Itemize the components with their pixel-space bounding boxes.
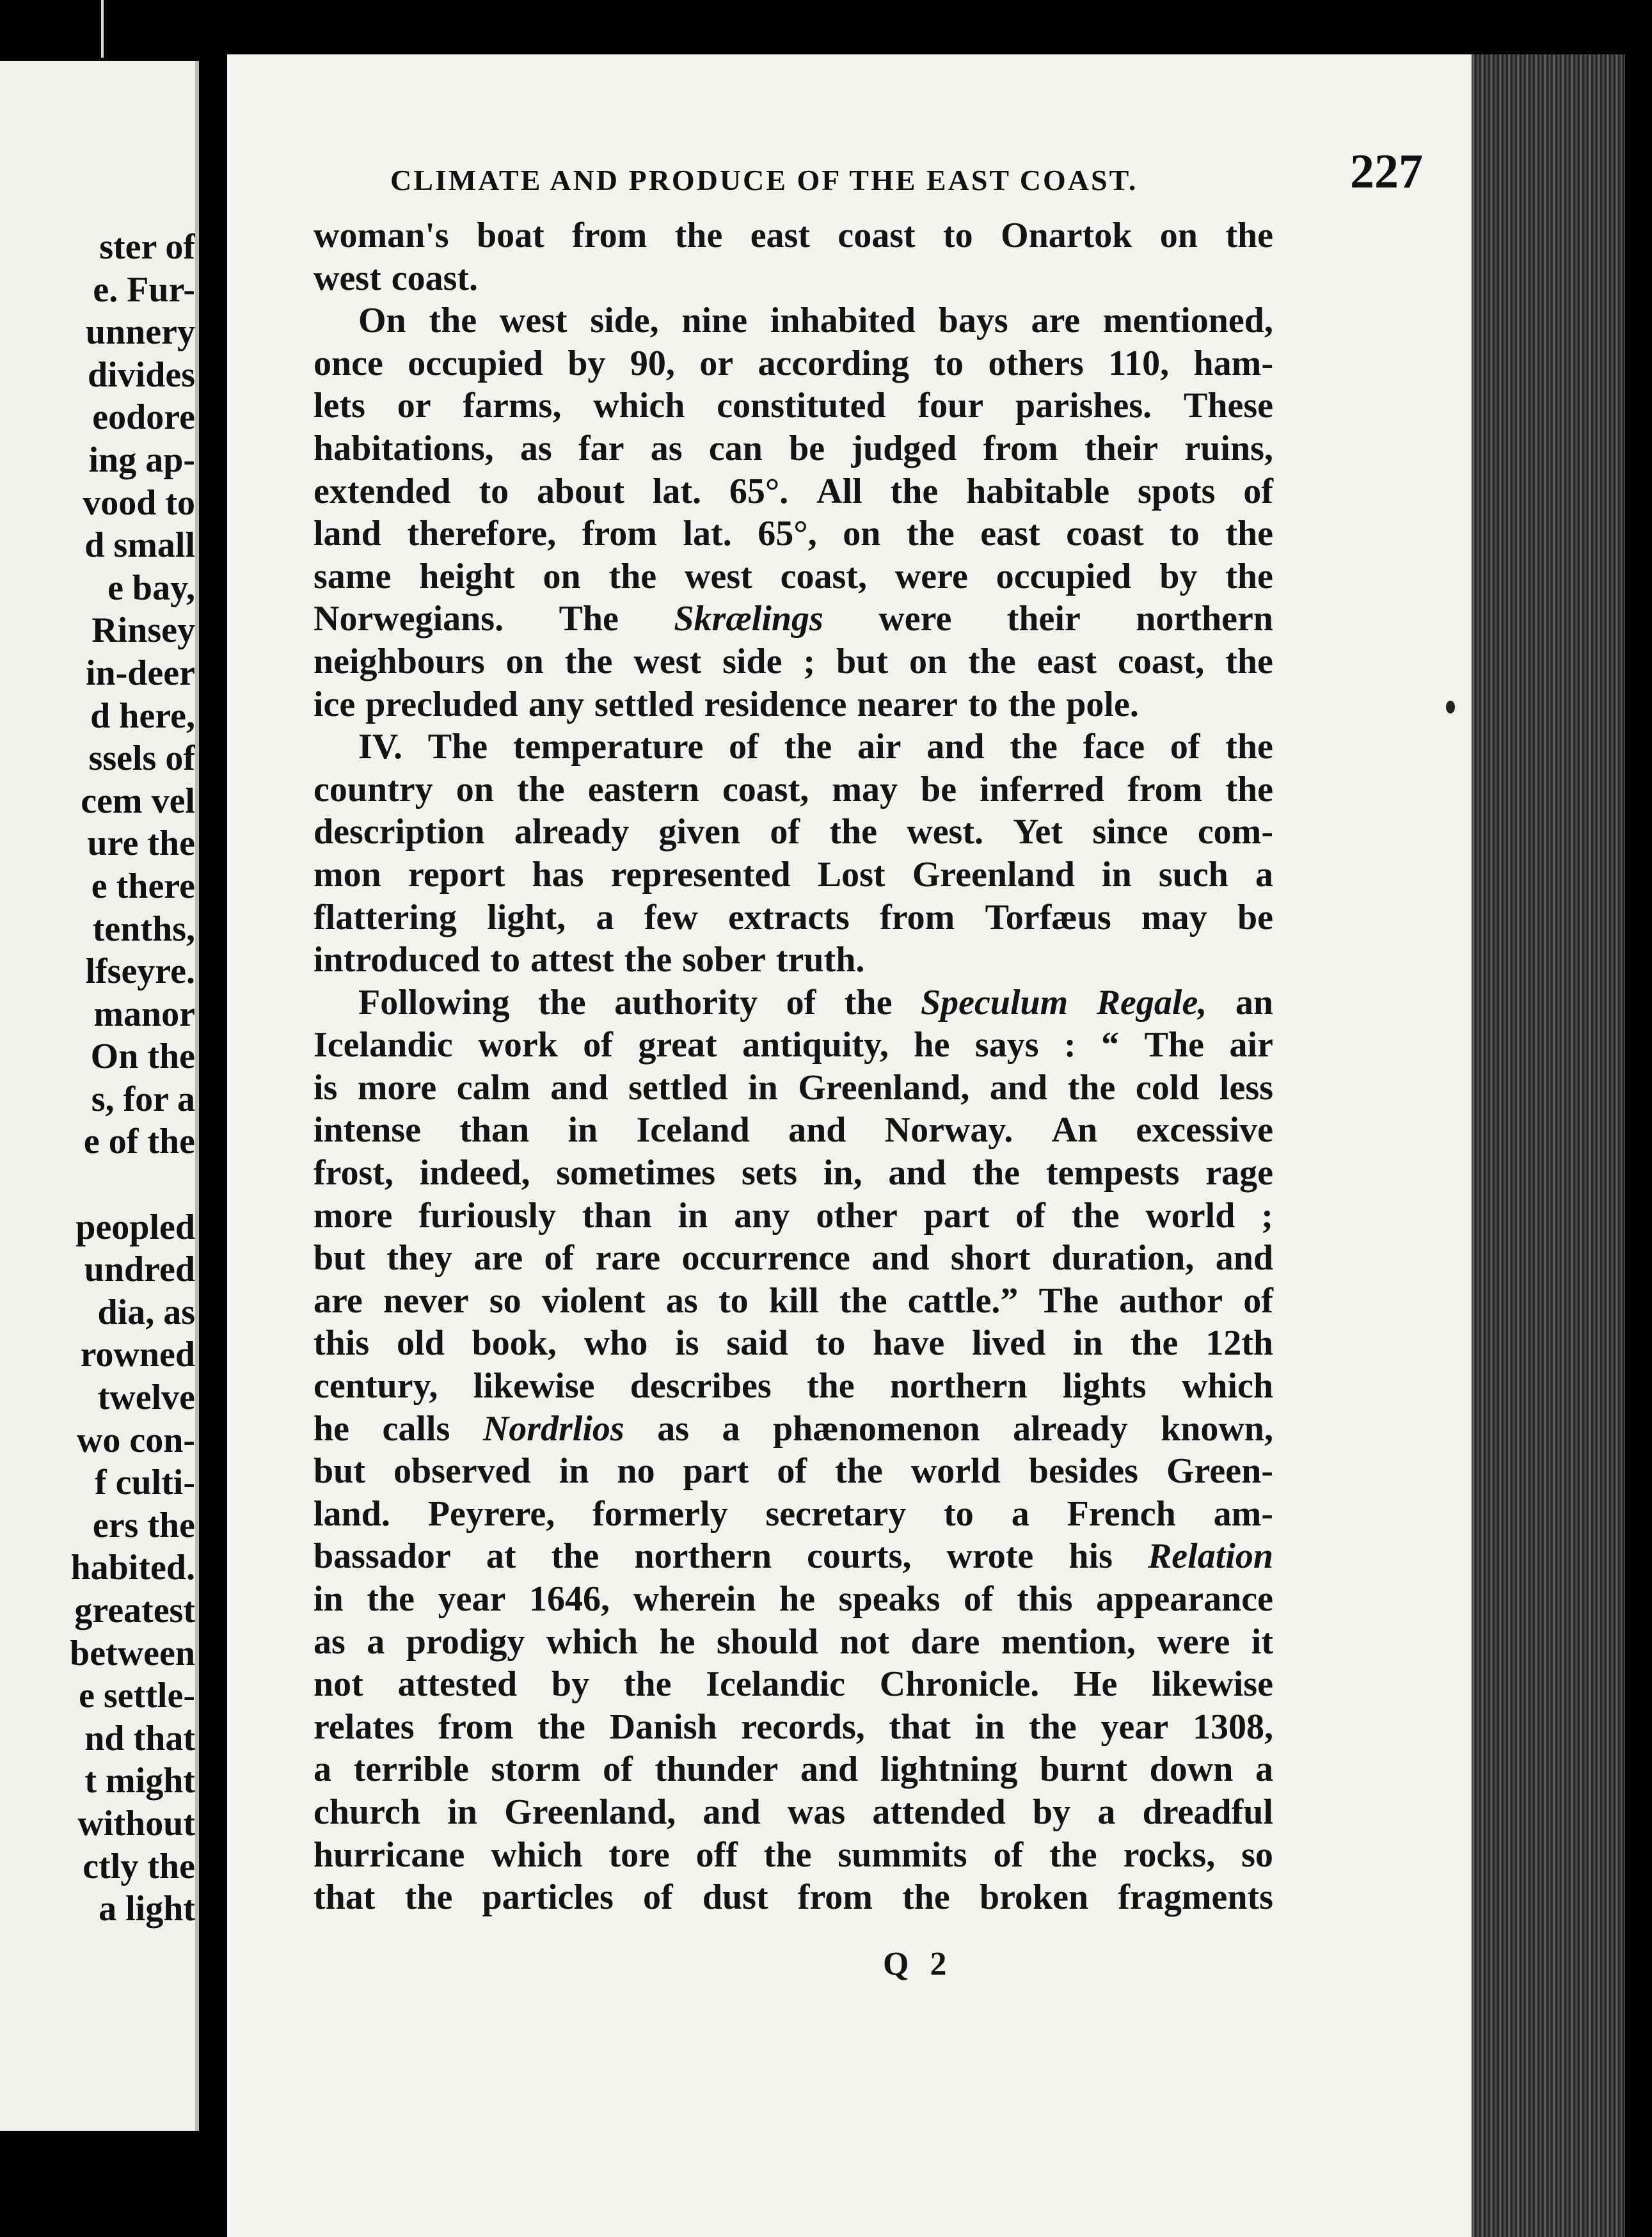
facing-line: lfseyre. — [85, 951, 195, 992]
text-line: in the year 1646, wherein he speaks of this appearance — [314, 1579, 1273, 1619]
text-line: hurricane which tore off the summits of the rocks, so — [314, 1835, 1273, 1875]
text-line: lets or farms, which constituted four parishes. These — [314, 386, 1273, 426]
facing-line: in-deer — [85, 653, 195, 693]
facing-line: On the — [90, 1037, 195, 1077]
facing-line: a light — [99, 1889, 195, 1929]
text-line: relates from the Danish records, that in the year 1308, — [314, 1707, 1273, 1747]
text-line: On the west side, nine inhabited bays are mentioned, — [358, 301, 1273, 341]
text-line: not attested by the Icelandic Chronicle. He likewise — [314, 1664, 1273, 1705]
page-edges — [1472, 54, 1652, 2237]
facing-line: d here, — [90, 696, 195, 736]
text-line: are never so violent as to kill the cattle.” The author of — [314, 1280, 1273, 1321]
text-line: neighbours on the west side ; but on the east coast, the — [314, 641, 1273, 681]
facing-line: eodore — [92, 397, 195, 438]
facing-line: without — [77, 1803, 195, 1843]
text-line: habitations, as far as can be judged from their ruins, — [314, 428, 1273, 468]
text-line: this old book, who is said to have lived in the 12th — [314, 1323, 1273, 1364]
text-line: but they are of rare occurrence and short duration, and — [314, 1238, 1273, 1278]
facing-line: manor — [93, 994, 195, 1034]
text-line: as a prodigy which he should not dare mention, were it — [314, 1621, 1273, 1662]
facing-line: cem vel — [81, 781, 195, 821]
gutter-mark — [101, 0, 104, 58]
text-line: is more calm and settled in Greenland, and the cold less — [314, 1067, 1273, 1108]
facing-line: Rinsey — [91, 610, 195, 651]
text-line: church in Greenland, and was attended by a dreadful — [314, 1792, 1273, 1832]
facing-line: s, for a — [91, 1079, 195, 1119]
text-line: land therefore, from lat. 65°, on the east coast to the — [314, 514, 1273, 554]
facing-line: tenths, — [92, 909, 195, 949]
facing-line: greatest — [74, 1591, 195, 1630]
facing-line: undred — [84, 1250, 195, 1290]
text-line: once occupied by 90, or according to others 110, ham- — [314, 343, 1273, 383]
text-line: introduced to attest the sober truth. — [314, 940, 865, 980]
ink-speck — [1446, 701, 1455, 713]
text-line: ice precluded any settled residence nearer to the pole. — [314, 684, 1139, 724]
signature-mark: Q 2 — [883, 1946, 953, 1982]
text-line: woman's boat from the east coast to Onartok on the — [314, 216, 1273, 255]
facing-line: vood to — [83, 482, 195, 523]
facing-line: e there — [91, 866, 195, 906]
facing-line: wo con- — [76, 1420, 195, 1460]
facing-line: habited. — [70, 1548, 195, 1588]
text-line: intense than in Iceland and Norway. An excessive — [314, 1110, 1273, 1150]
facing-page-text — [0, 226, 195, 1931]
text-line: mon report has represented Lost Greenland in such a — [314, 854, 1273, 895]
facing-line: twelve — [97, 1378, 195, 1418]
text-line: Following the authority of the Speculum Regale, an — [358, 982, 1273, 1023]
text-line: land. Peyrere, formerly secretary to a French am- — [314, 1493, 1273, 1534]
facing-line: between — [70, 1633, 195, 1673]
facing-line: f culti- — [94, 1463, 195, 1503]
facing-line: e bay, — [107, 568, 195, 608]
text-line: more furiously than in any other part of the world ; — [314, 1195, 1273, 1236]
facing-line: e of the — [83, 1122, 195, 1162]
facing-line: rowned — [80, 1335, 195, 1375]
facing-line: ctly the — [83, 1846, 195, 1886]
facing-line: peopled — [75, 1207, 195, 1247]
facing-line — [0, 1163, 195, 1206]
facing-line: ure the — [87, 824, 195, 864]
page-number: 227 — [1350, 145, 1423, 198]
facing-line: ers the — [92, 1505, 195, 1545]
facing-line: t might — [84, 1761, 195, 1801]
facing-line: d small — [84, 525, 195, 566]
facing-line: ster of — [99, 227, 195, 267]
text-line: Icelandic work of great antiquity, he says : “ The air — [314, 1025, 1273, 1065]
facing-line: divides — [87, 354, 195, 395]
running-head — [390, 144, 1478, 214]
text-line: same height on the west coast, were occupied by the — [314, 556, 1273, 596]
facing-line: e settle- — [79, 1676, 195, 1716]
text-line: flattering light, a few extracts from Torfæus may be — [314, 897, 1273, 937]
text-line: west coast. — [314, 258, 479, 298]
text-line: description already given of the west. Yet since com- — [314, 812, 1273, 852]
text-line: country on the eastern coast, may be inferred from the — [314, 769, 1273, 809]
facing-line: e. Fur- — [93, 269, 195, 310]
text-line: bassador at the northern courts, wrote his Relation — [314, 1536, 1273, 1577]
text-line: that the particles of dust from the broken fragments — [314, 1877, 1273, 1918]
text-line: extended to about lat. 65°. All the habitable spots of — [314, 471, 1273, 511]
page-body — [314, 214, 1273, 1919]
facing-line: nd that — [84, 1718, 195, 1758]
text-line: Norwegians. The Skrælings were their northern — [314, 599, 1273, 639]
running-title: CLIMATE AND PRODUCE OF THE EAST COAST. — [390, 164, 1138, 196]
text-line: century, likewise describes the northern lights which — [314, 1366, 1273, 1406]
text-line: a terrible storm of thunder and lightning burnt down a — [314, 1749, 1273, 1790]
facing-page-fragment — [0, 61, 199, 2131]
text-line: he calls Nordrlios as a phænomenon already known, — [314, 1408, 1273, 1449]
book-page — [227, 54, 1478, 2237]
facing-line: unnery — [85, 312, 195, 353]
text-line: IV. The temperature of the air and the face of the — [358, 727, 1273, 767]
text-line: frost, indeed, sometimes sets in, and the tempests rage — [314, 1153, 1273, 1193]
text-line: but observed in no part of the world besides Green- — [314, 1451, 1273, 1492]
facing-line: dia, as — [97, 1292, 195, 1332]
facing-line: ssels of — [88, 738, 195, 779]
facing-line: ing ap- — [88, 440, 195, 480]
